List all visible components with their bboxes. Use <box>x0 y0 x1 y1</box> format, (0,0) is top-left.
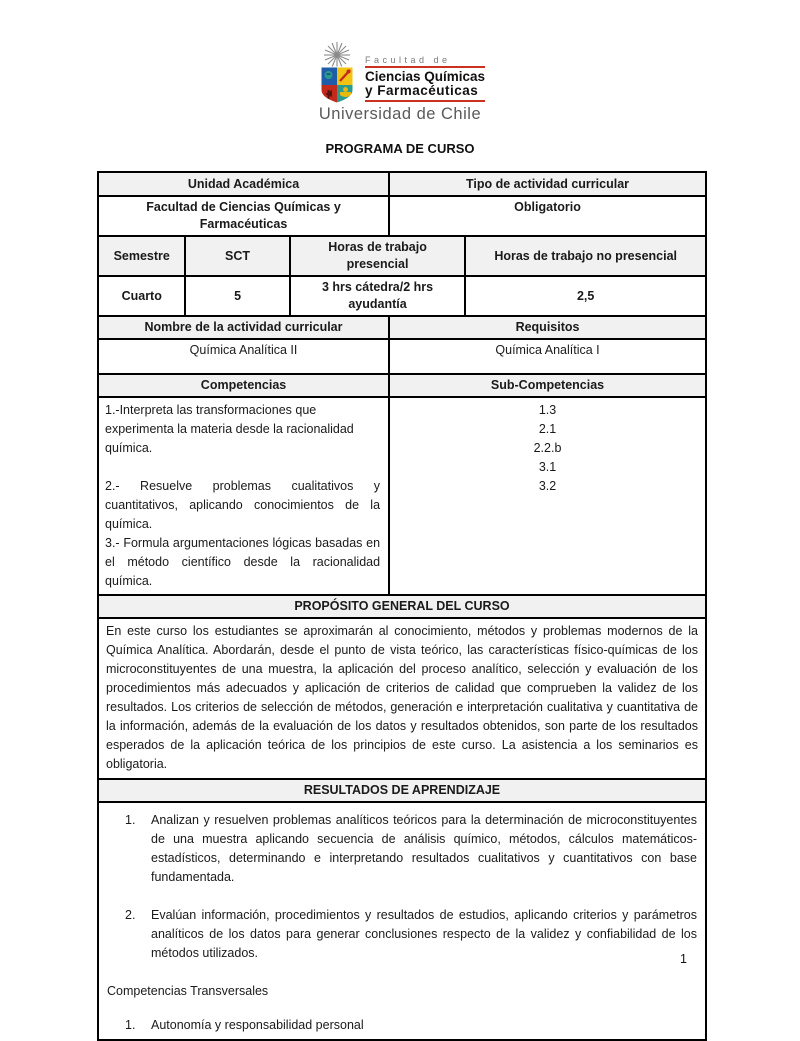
horas-presencial-header: Horas de trabajo presencial <box>289 237 465 275</box>
resultado-item-number: 1. <box>125 813 136 827</box>
horas-no-presencial-header: Horas de trabajo no presencial <box>464 237 705 275</box>
row-resultados-content <box>99 801 705 1039</box>
horas-no-presencial-value: 2,5 <box>464 277 705 315</box>
course-program-table <box>97 171 707 1041</box>
row-horas-header <box>99 235 705 275</box>
logo-faculty-name-line1: Ciencias Químicas <box>364 69 486 84</box>
row-proposito-content <box>99 617 705 778</box>
resultado-item-number: 2. <box>125 908 136 922</box>
row-nombre-requisitos-header <box>99 315 705 338</box>
tipo-actividad-header: Tipo de actividad curricular <box>388 173 705 195</box>
competencias-transversales-label: Competencias Transversales <box>107 984 269 998</box>
resultados-header: RESULTADOS DE APRENDIZAJE <box>99 780 705 801</box>
row-unidad-tipo-header <box>99 173 705 195</box>
requisitos-value: Química Analítica I <box>388 340 705 373</box>
logo-faculty-small-text: Facultad de <box>365 55 485 68</box>
proposito-header: PROPÓSITO GENERAL DEL CURSO <box>99 596 705 617</box>
university-logo <box>0 42 800 124</box>
semestre-value: Cuarto <box>121 288 162 303</box>
transversal-item-text: Autonomía y responsabilidad personal <box>151 1018 364 1032</box>
nombre-actividad-header: Nombre de la actividad curricular <box>99 317 388 338</box>
sub-competencias-content <box>388 398 705 594</box>
row-proposito-header <box>99 594 705 617</box>
row-horas-value <box>99 275 705 315</box>
unidad-academica-header: Unidad Académica <box>99 173 388 195</box>
competencia-1: 1.-Interpreta las transformaciones que experimenta la materia desde la racionalidad química. <box>105 403 354 455</box>
logo-faculty-name-line2: y Farmacéuticas <box>365 84 485 102</box>
resultado-item-text: Evalúan información, procedimientos y resultados de estudios, aplicando criterios y parámetros analíticos de los datos para generar conclusiones respecto de la validez y confiabilidad de los métodos utilizados. <box>151 908 697 960</box>
faculty-shield-icon <box>320 66 354 104</box>
resultados-content <box>99 803 705 1039</box>
row-competencias-content <box>99 396 705 594</box>
requisitos-header: Requisitos <box>388 317 705 338</box>
starburst-icon <box>315 42 359 68</box>
sub-competencias-header: Sub-Competencias <box>388 375 705 396</box>
competencias-content <box>99 398 388 594</box>
competencia-2: 2.- Resuelve problemas cualitativos y cuantitativos, aplicando conocimientos de la química. <box>105 479 381 531</box>
competencias-header: Competencias <box>99 375 388 396</box>
tipo-actividad-value: Obligatorio <box>388 197 705 235</box>
sub-competencia-item: 2.2.b <box>533 441 562 455</box>
page-title: PROGRAMA DE CURSO <box>325 141 475 156</box>
logo-university-name: Universidad de Chile <box>318 105 482 123</box>
sub-competencia-item: 3.2 <box>538 479 557 493</box>
transversal-item-number: 1. <box>125 1018 136 1032</box>
sub-competencia-item: 1.3 <box>538 403 557 417</box>
unidad-academica-value: Facultad de Ciencias Químicas y Farmacéuticas <box>146 200 341 231</box>
sct-value: 5 <box>184 277 288 315</box>
horas-presencial-value: 3 hrs cátedra/2 hrs ayudantía <box>289 277 465 315</box>
row-nombre-requisitos-value <box>99 338 705 373</box>
semestre-header: Semestre <box>99 237 184 275</box>
competencia-3: 3.- Formula argumentaciones lógicas basadas en el método científico desde la racionalidad química. <box>105 536 381 588</box>
row-competencias-header <box>99 373 705 396</box>
resultado-item-text: Analizan y resuelven problemas analíticos teóricos para la determinación de microconstituyentes de una muestra aplicando secuencia de análisis químico, métodos, cálculos matemáticos-estadísticos, determinando e interpretando resultados cualitativos y cuantitativos con base fundamentada. <box>151 813 697 884</box>
nombre-actividad-value: Química Analítica II <box>189 343 298 357</box>
transversal-item <box>125 1016 697 1035</box>
row-unidad-tipo-value <box>99 195 705 235</box>
sct-header: SCT <box>184 237 288 275</box>
resultado-item <box>125 811 697 887</box>
sub-competencia-item: 2.1 <box>538 422 557 436</box>
sub-competencia-item: 3.1 <box>538 460 557 474</box>
row-resultados-header <box>99 778 705 801</box>
page-number: 1 <box>680 952 687 966</box>
proposito-text: En este curso los estudiantes se aproximarán al conocimiento, métodos y problemas modernos de la Química Analítica. Abordarán, desde el punto de vista teórico, las características físico-químicas de los microconstituyentes de una muestra, la aplicación del proceso analítico, selección y evaluación de los procedimientos más adecuados y aplicación de criterios de calidad que comprueben la validez de los resultados. Los criterios de selección de métodos, generación e interpretación cualitativa y cuantitativa de la información, además de la evaluación de los datos y resultados obtenidos, son parte de los resultados esperados de la aplicación teórica de los principios de este curso. La asistencia a los seminarios es obligatoria. <box>106 624 698 771</box>
